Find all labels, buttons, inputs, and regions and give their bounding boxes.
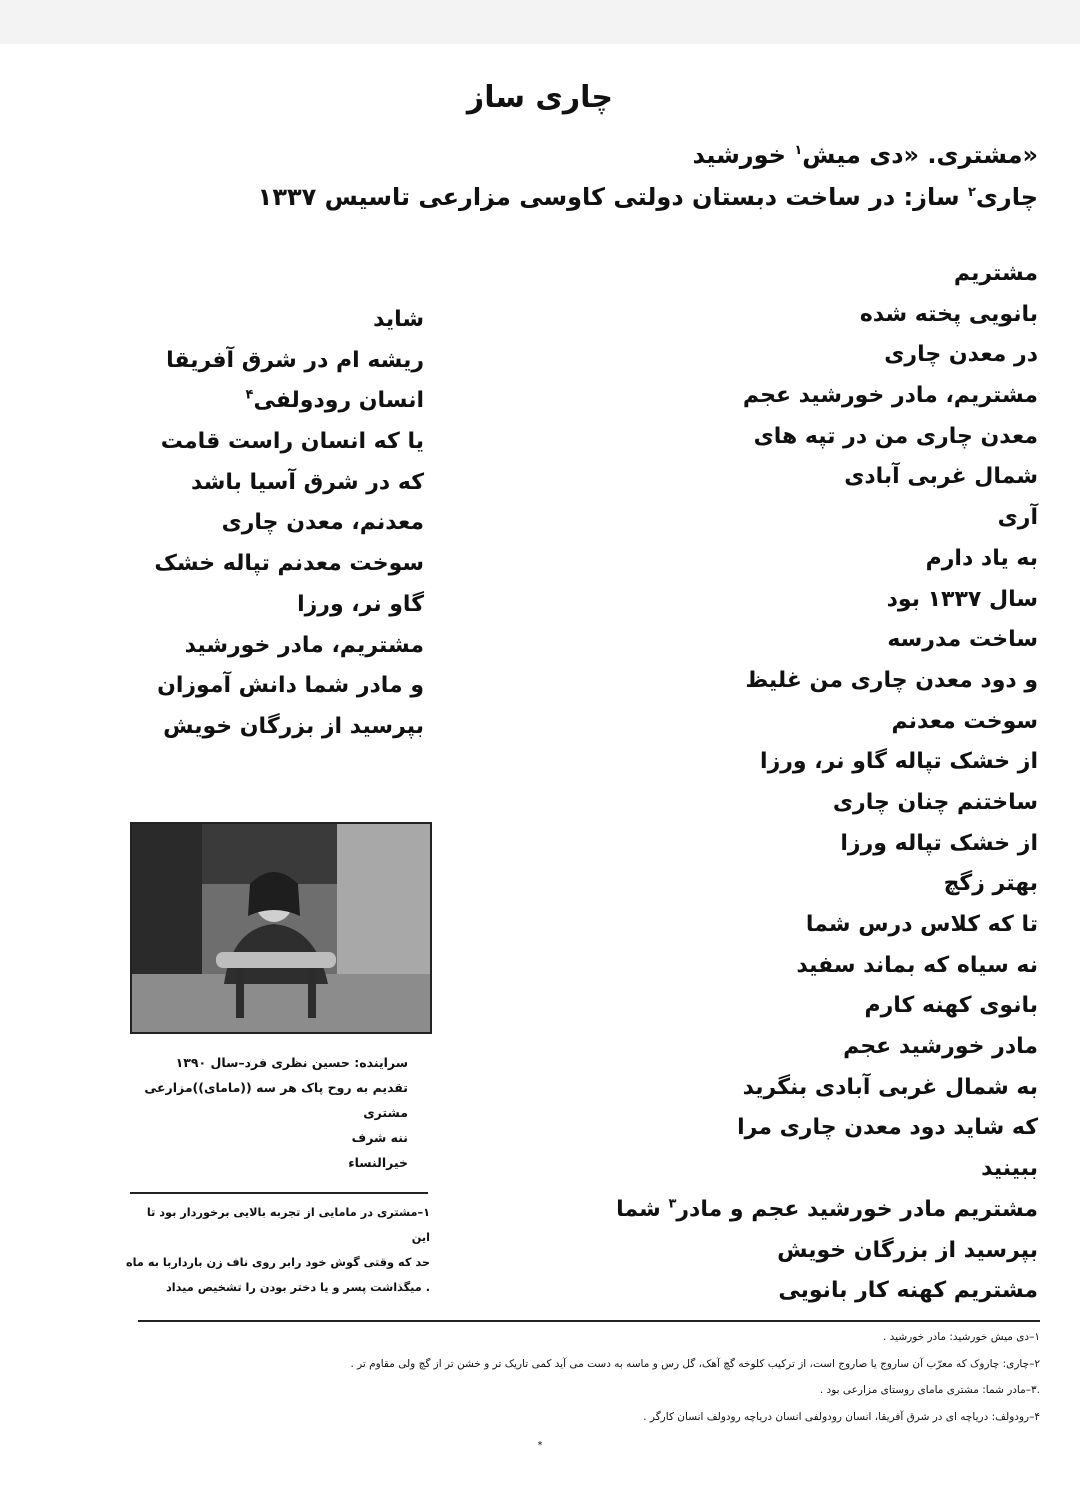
footnote-ref-3: ۳ [668,1196,677,1212]
poem-line: مشتریم، مادر خورشید [184,632,424,658]
subheading-line-1 [38,134,1038,176]
poem-line: آری [997,505,1038,531]
side-note-line: حد که وقتی گوش خود رابر روی ناف زن بارداربا به ماه [126,1256,430,1269]
footnote-4: ۴–رودولف: دریاچه ای در شرق آفریقا، انسان رودولفی انسان دریاچه رودولف انسان کارگر . [643,1410,1040,1423]
poem-line: به شمال غربی آبادی بنگرید [742,1074,1038,1100]
subheading-line-2 [38,176,1038,218]
top-band [0,0,1080,44]
subheading-line-2-rest: ساز: در ساخت دبستان دولتی کاوسی مزارعی تاسیس ۱۳۳۷ [257,183,968,211]
poem-line: معدنم، معدن چاری [221,510,424,536]
poem-line: بهتر زگچ [943,871,1038,897]
document-page [0,44,1080,1507]
poem-line: بانوی کهنه کارم [864,993,1038,1019]
poem-line: شمال غربی آبادی [844,464,1038,490]
poem-line: و مادر شما دانش آموزان [157,673,424,699]
footnote-1: ۱–دی میش خورشید: مادر خورشید . [882,1331,1040,1343]
footnote-divider [138,1320,1040,1322]
footnote-ref-1: ۱ [794,143,803,158]
poem-line: از خشک تپاله ورزا [840,830,1038,856]
poem-line: بپرسید از بزرگان خویش [777,1237,1038,1263]
poem-line: مادر خورشید عجم [843,1034,1038,1060]
poem-right-column [518,254,1038,1312]
poem-line-with-footnote [518,1190,1038,1231]
poem-line: معدن چاری من در تپه های [753,423,1038,449]
footnote-3: .۳–مادر شما: مشتری مامای روستای مزارعی بود . [819,1384,1040,1396]
poem-line: در معدن چاری [884,342,1038,368]
caption-name: ننه شرف [351,1130,408,1145]
subheading-line-1-rest: خورشید [692,141,795,169]
caption-author: سراینده: حسین نظری فرد–سال ۱۳۹۰ [175,1055,408,1070]
poem-line-rest: شما [616,1196,669,1222]
caption-name: خیرالنساء [348,1155,408,1170]
page-title: چاری ساز [466,80,614,115]
poem-line: به یاد دارم [925,545,1038,571]
side-note [126,1200,430,1300]
poem-line: ببینید [981,1156,1038,1182]
footnote-ref-2: ۲ [967,185,976,200]
caption-name: مشتری [363,1105,408,1120]
poem-line: و دود معدن چاری من غلیظ [745,667,1038,693]
poem-line: که شاید دود معدن چاری مرا [737,1115,1038,1141]
page-mark: * [537,1440,543,1451]
poem-line-with-footnote [124,381,424,422]
photo-caption [108,1050,408,1175]
side-note-line: . میگذاشت پسر و یا دختر بودن را تشخیص میداد [165,1281,430,1294]
poem-line: تا که کلاس درس شما [805,912,1038,937]
caption-dedication: تقدیم به روح پاک هر سه ((مامای))مزارعی [144,1080,408,1095]
poem-line: نه سیاه که بماند سفید [796,952,1038,978]
footnotes [140,1324,1040,1430]
poem-line: مشتریم کهنه کار بانویی [778,1278,1038,1304]
side-note-divider [130,1192,428,1194]
footnote-ref-4: ۴ [245,388,254,404]
portrait-photo [130,822,432,1034]
poem-line: ساختنم چنان چاری [832,789,1038,815]
poem-line: شاید [373,307,424,332]
subheading [38,134,1038,218]
subheading-line-1-text: «مشتری. «دی میش [802,141,1038,169]
poem-line: مشتریم، مادر خورشید عجم [742,383,1038,409]
poem-line: گاو نر، ورزا [297,591,424,617]
poem-line: از خشک تپاله گاو نر، ورزا [760,749,1038,775]
poem-line-text: مشتریم مادر خورشید عجم و مادر [676,1196,1038,1222]
poem-line: سوخت معدنم [891,708,1038,734]
poem-line: سوخت معدنم تپاله خشک [154,551,424,577]
poem-left-column [124,300,424,748]
side-note-line: ۱–مشتری در مامایی از تجربه بالایی برخوردار بود تا این [146,1206,430,1244]
poem-line-text: انسان رودولفی [253,388,424,414]
portrait-photo-icon [132,824,430,1032]
poem-line: مشتریم [953,261,1038,286]
poem-line: که در شرق آسیا باشد [191,469,424,495]
poem-line: بانویی پخته شده [859,301,1038,327]
subheading-line-2-text: چاری [975,183,1038,211]
poem-line: یا که انسان راست قامت [160,429,424,455]
poem-line: ریشه ام در شرق آفریقا [166,347,424,373]
poem-line: بپرسید از بزرگان خویش [163,713,424,739]
poem-line: سال ۱۳۳۷ بود [886,586,1038,612]
poem-line: ساخت مدرسه [887,627,1038,653]
footnote-2: ۲–چاری: چاروک که معرّب آن ساروج یا صاروج است، از ترکیب کلوخه گچ آهک، گل رس و ماسه به دست می آید کمی تاریک تر و خشن تر از گچ ولی مقاوم تر . [350,1357,1040,1370]
